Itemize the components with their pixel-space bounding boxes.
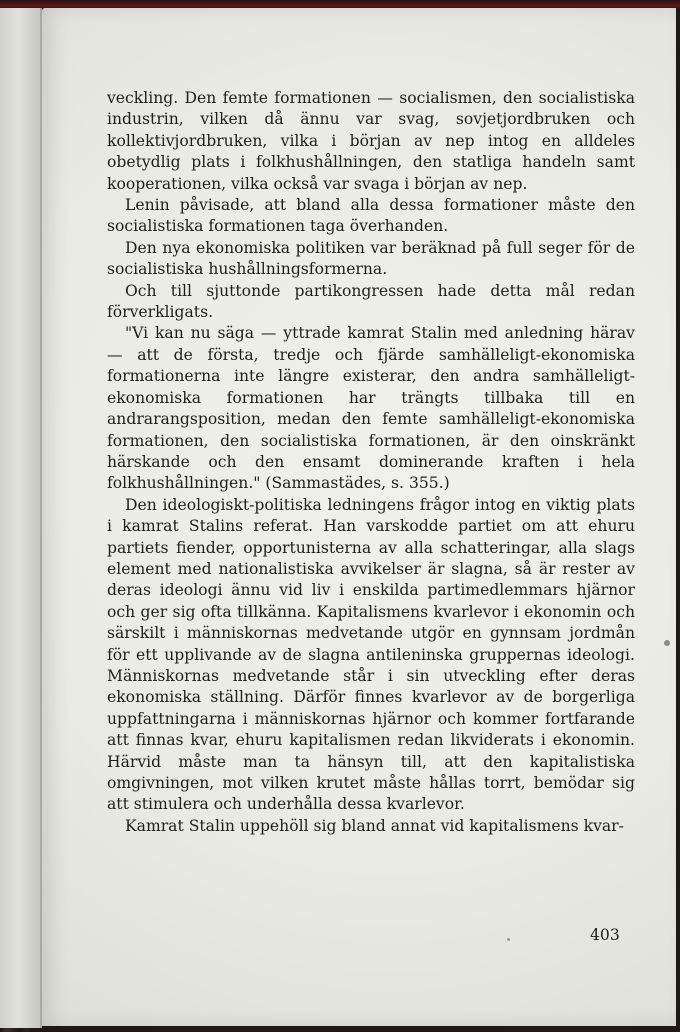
- paragraph-5-quote: "Vi kan nu säga — yttrade kamrat Stalin med anledning härav — att de första, tredje och fjärde samhälleligt-ekonomiska formationerna inte längre existerar, den andra samhälleligt-ekonomiska formationen har trängts tillbaka till en andrarangsposition, medan den femte samhälleligt-ekonomiska formationen, den socialistiska formationen, är den oinskränkt härskande och den ensamt dominerande kraften i hela folkhushållningen." (Sammastädes, s. 355.): [107, 324, 635, 493]
- paragraph-1: veckling. Den femte formationen — socialismen, den socialistiska industrin, vilken då ännu var svag, sovjetjordbruken och kollektivjordbruken, vilka i början av nep intog en alldeles obetydlig plats i folkhushållningen, den statliga handeln samt kooperationen, vilka också var svaga i början av nep.: [107, 89, 635, 193]
- paragraph-3: Den nya ekonomiska politiken var beräknad på full seger för de socialistiska hushållningsformerna.: [107, 238, 635, 279]
- page-number: 403: [590, 926, 620, 944]
- left-page-edge: [0, 8, 42, 1028]
- edge-mark: [664, 640, 670, 646]
- body-text: [107, 88, 635, 837]
- paragraph-4: Och till sjuttonde partikongressen hade detta mål redan förverkligats.: [107, 281, 635, 322]
- book-page: [42, 8, 676, 1026]
- paragraph-6: Den ideologiskt-politiska ledningens frågor intog en viktig plats i kamrat Stalins referat. Han varskodde partiet om att ehuru partiets fiender, opportunisterna av alla schatteringar, alla slags element med nationalistiska avvikelser är slagna, så är rester av deras ideologi ännu vid liv i enskilda partimedlemmars hjärnor och ger sig ofta tillkänna. Kapitalismens kvarlevor i ekonomin och särskilt i människornas medvetande utgör en gynnsam jordmån för ett upplivande av de slagna antileninska gruppernas ideologi. Människornas medvetande står i sin utveckling efter deras ekonomiska ställning. Därför finnes kvarlevor av de borgerliga uppfattningarna i människornas hjärnor och kommer fortfarande att finnas kvar, ehuru kapitalismen redan likviderats i ekonomin. Härvid måste man ta hänsyn till, att den kapitalistiska omgivningen, mot vilken krutet måste hållas torrt, bemödar sig att stimulera och underhålla dessa kvarlevor.: [107, 495, 635, 814]
- paragraph-2: Lenin påvisade, att bland alla dessa formationer måste den socialistiska formationen taga överhanden.: [107, 196, 635, 236]
- paragraph-7: Kamrat Stalin uppehöll sig bland annat vid kapitalismens kvar-: [125, 816, 624, 835]
- paper-speck: [507, 938, 510, 941]
